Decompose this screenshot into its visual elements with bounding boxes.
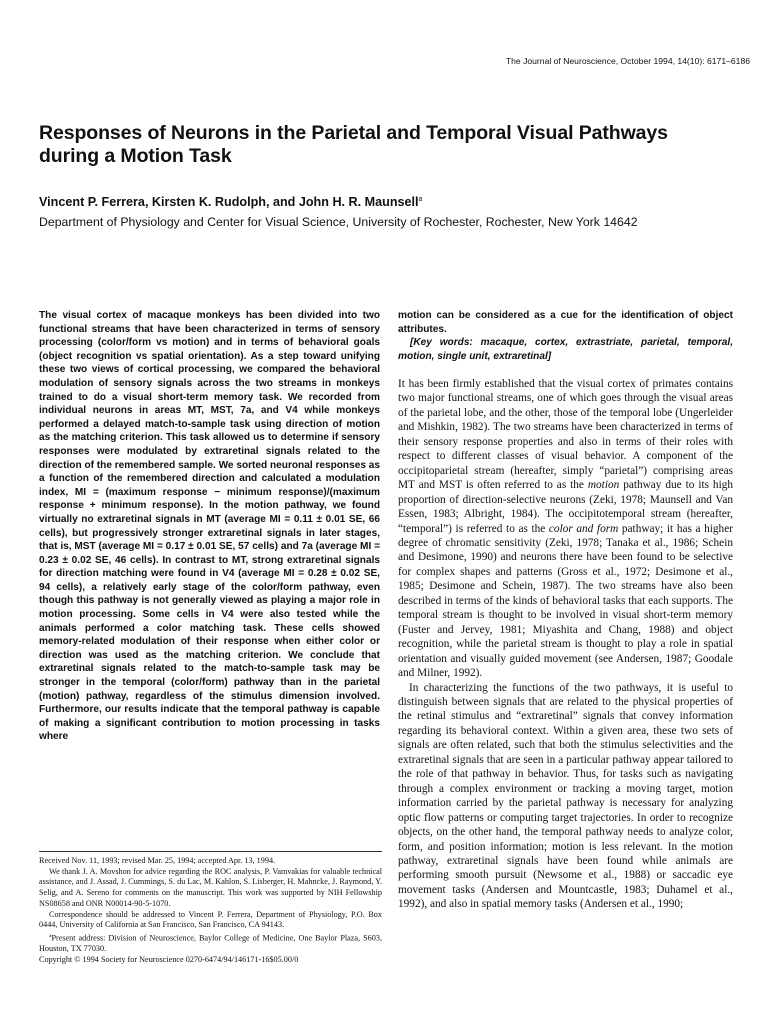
- running-head: The Journal of Neuroscience, October 1994, 14(10): 6171–6186: [505, 56, 750, 66]
- abstract-column-right: [398, 309, 733, 363]
- body-emphasis: motion: [587, 479, 620, 492]
- received-dates: Received Nov. 11, 1993; revised Mar. 25, 1994; accepted Apr. 13, 1994.: [39, 856, 276, 865]
- abstract-continuation: motion can be considered as a cue for the identification of object attributes.: [398, 310, 733, 335]
- correspondence: Correspondence should be addressed to Vincent P. Ferrera, Department of Physiology, P.O. Box 0444, University of California at San Francisco, San Francisco, CA 94143.: [39, 909, 382, 930]
- author-list: [39, 192, 739, 210]
- affiliation: Department of Physiology and Center for Visual Science, University of Rochester, Rochester, New York 14642: [39, 215, 638, 229]
- footnote-divider: [39, 851, 382, 852]
- body-text: pathway due to its high proportion of direction-selective neurons (Zeki, 1978; Maunsell and Van Essen, 1983; Albright, 1984). The occipitotemporal stream (hereafter, “temporal”) is referred to as the: [398, 479, 734, 535]
- body-text: pathway; it has a higher degree of chromatic sensitivity (Zeki, 1978; Tanaka et al., 1986; Schein and Desimone, 1990) and neurons there have been found to be selective for complex shapes and patterns (Gross et al., 1972; Desimone et al., 1985; Desimone and Schein, 1987). The two streams have also been described in terms of the kinds of behavioral tasks that each supports. The temporal stream is thought to be involved in visual short-term memory (Fuster and Jervey, 1981; Miyashita and Chang, 1988) and object recognition, while the parietal stream is thought to play a role in spatial orientation and visually guided movement (see Andersen, 1987; Goodale and Milner, 1992).: [398, 522, 733, 680]
- acknowledgments: We thank J. A. Movshon for advice regarding the ROC analysis, P. Vamvakias for valuable technical assistance, and J. Assad, J. Cummings, S. du Lac, M. Kahlon, S. Lisberger, H. Mahncke, J. Raymond, Y. Selig, and A. Sereno for comments on the manuscript. This work was supported by NIH Fellowship NS08658 and ONR N00014-90-5-1070.: [39, 866, 382, 908]
- body-emphasis: color and form: [548, 522, 619, 535]
- key-words: [Key words: macaque, cortex, extrastriate, parietal, temporal, motion, single unit, extraretinal]: [398, 337, 733, 362]
- footnotes: [39, 856, 382, 966]
- present-address: [39, 931, 382, 955]
- title-line-2: during a Motion Task: [39, 145, 232, 167]
- body-paragraph-2: In characterizing the functions of the two pathways, it is useful to distinguish between signals that are related to the physical properties of the retinal stimulus and “extraretinal” signals that convey information regarding its behavioral context. Within a given area, these two sets of signals are often related, such that both the stimulus selectivities and the extraretinal signals that are seen in a particular pathway appear tailored to the role of that pathway in behavior. Thus, for tasks such as navigating through a complex environment or tracking a moving target, motion information carried by the parietal pathway is necessary for analyzing optic flow patterns or computing target trajectories. In order to recognize objects, on the other hand, the temporal pathway needs to analyze color, form, and position information; motion is less relevant. In the motion pathway, extraretinal signals have been found while animals are performing smooth pursuit (Newsome et al., 1988) or saccadic eye movement tasks (Andersen and Mountcastle, 1983; Duhamel et al., 1992), and also in spatial memory tasks (Andersen et al., 1990;: [398, 681, 733, 911]
- copyright: Copyright © 1994 Society for Neuroscience 0270-6474/94/146171-16$05.00/0: [39, 955, 299, 965]
- body-paragraph-1: [398, 377, 733, 681]
- authors-text: Vincent P. Ferrera, Kirsten K. Rudolph, and John H. R. Maunsell: [39, 195, 419, 210]
- title-line-1: Responses of Neurons in the Parietal and Temporal Visual Pathways: [39, 122, 668, 144]
- present-address-mark: a: [49, 932, 52, 939]
- body-text: It has been firmly established that the visual cortex of primates contains two major functional streams, one of which goes through the visual areas of the parietal lobe, and the other, those of the temporal lobe (Ungerleider and Mishkin, 1982). The two streams have been characterized in terms of their sensory response properties and also in terms of their roles with respect to different classes of visual behavior. A component of the occipitoparietal stream (hereafter, simply “parietal”) comprising areas MT and MST is often referred to as the: [398, 378, 733, 492]
- abstract-column-left: The visual cortex of macaque monkeys has been divided into two functional streams that have been characterized in terms of sensory processing (color/form vs motion) and in terms of behavioral goals (object recognition vs spatial orientation). As a step toward unifying these two views of cortical processing, we compared the behavioral modulation of sensory signals across the two streams in monkeys trained to do a visual short-term memory task. We recorded from individual neurons in areas MT, MST, 7a, and V4 while monkeys performed a delayed match-to-sample task using direction of motion as the matching criterion. This task allowed us to determine if sensory responses were modulated by extraretinal signals related to the direction of the remembered sample. We sorted neuronal responses as a function of the remembered direction and calculated a modulation index, MI = (maximum response − minimum response)/(maximum response + minimum response). In the motion pathway, we found virtually no extraretinal signals in MT (average MI = 0.11 ± 0.01 SE, 66 cells), but progressively stronger extraretinal signals in later stages, that is, MST (average MI = 0.17 ± 0.01 SE, 57 cells) and 7a (average MI = 0.23 ± 0.02 SE, 46 cells). In contrast to MT, strong extraretinal signals for direction matching were found in V4 (average MI = 0.28 ± 0.02 SE, 94 cells), a relatively early stage of the color/form pathway, even though this pathway is not generally viewed as playing a major role in motion processing. Some cells in V4 were also tested while the animals performed a color matching task. These cells showed memory-related modulation of their response when either color or direction was used as the matching criterion. We conclude that extraretinal signals related to the match-to-sample task may be stronger in the temporal (color/form) pathway than in the parietal (motion) pathway, regardless of the stimulus dimension involved. Furthermore, our results indicate that the temporal pathway is capable of making a significant contribution to motion processing in tasks where: [39, 310, 380, 743]
- article-title: [39, 122, 739, 168]
- introduction-text: [398, 377, 733, 912]
- present-address-text: Present address: Division of Neuroscience, Baylor College of Medicine, One Baylor Plaza, S603, Houston, TX 77030.: [39, 933, 382, 954]
- author-footnote-mark: a: [418, 196, 423, 203]
